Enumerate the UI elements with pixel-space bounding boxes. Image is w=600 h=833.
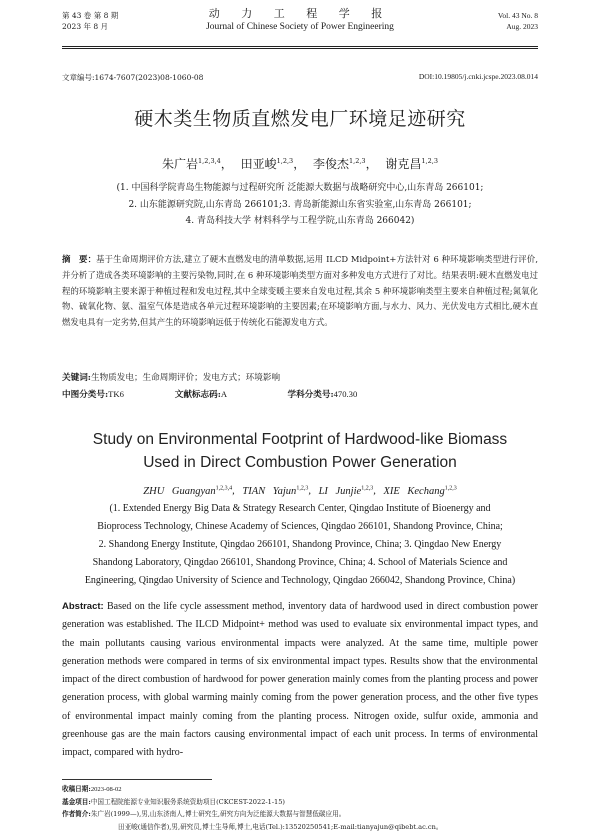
doc-code: 文献标志码:A [174,389,228,400]
volume-cn: 第 43 卷 第 8 期 [62,11,119,20]
author-cn: 谢克昌$^{1,2,3}$ [385,157,438,171]
footnote-author: 作者简介:朱广岩(1999—),男,山东济南人,博士研究生,研究方向为泛能源大数据与智慧低碳应用。 [62,810,346,819]
author-cn: 李俊杰$^{1,2,3}$ [313,157,366,171]
author-cn: 朱广岩$^{1,2,3,4}$ [162,157,221,171]
affiliation-line: Shandong Laboratory, Qingdao 266101, Shandong Province, China; 4. School of Materials Science and [92,557,508,568]
footnote-received: 收稿日期:2023-08-02 [62,785,122,793]
affiliation-line: (1. Extended Energy Big Data & Strategy Research Center, Qingdao Institute of Bioenergy and [109,503,491,514]
affiliation-line: 4. 青岛科技大学 材料科学与工程学院,山东青岛 266042) [185,216,415,226]
doi: DOI:10.19805/j.cnki.jcspe.2023.08.014 [418,72,538,81]
author-en: ZHU Guangyan$^{1,2,3,4}$ [143,485,233,497]
clc-code: 中图分类号:TK6 [62,389,124,400]
title-en [0,428,600,474]
abstract-cn-label: 摘 要： [62,254,97,264]
affiliation-line: 2. 山东能源研究院,山东青岛 266101;3. 青岛新能源山东省实验室,山东青岛 266101; [128,199,472,210]
abstract-en-label: Abstract: [62,601,104,612]
footnote-rule [62,779,212,780]
abstract-cn [62,252,538,331]
footnote-fund: 基金项目:中国工程院能源专业知识服务系统资助项目(CKCEST-2022-1-15) [62,798,286,807]
keywords-cn [62,371,280,383]
keywords-cn-label: 关键词: [62,373,91,383]
title-en-line: Study on Environmental Footprint of Hardwood-like Biomass [92,431,508,448]
date-en: Aug. 2023 [506,22,538,31]
journal-title-cn: 动 力 工 程 学 报 [208,7,392,20]
header-volume-en [498,10,538,32]
header-rule-bottom [62,48,538,49]
header-rule-top [62,46,538,47]
affiliation-line: (1. 中国科学院青岛生物能源与过程研究所 泛能源大数据与战略研究中心,山东青岛 266101; [116,183,484,193]
footnotes [62,783,538,833]
date-cn: 2023 年 8 月 [62,22,109,31]
footnote-contact: 田亚峻(通信作者),男,研究员,博士生导师,博士,电话(Tel.):13520250541;E-mail:tianyajun@qibebt.ac.cn。 [118,822,443,831]
keywords-cn-text: 生物质发电；生命周期评价；发电方式；环境影响 [90,373,281,383]
subject-code: 学科分类号:470.30 [287,389,358,400]
author-en: XIE Kechang$^{1,2,3}$ [383,485,457,497]
affiliation-line: 2. Shandong Energy Institute, Qingdao 266101, Shandong Province, China; 3. Qingdao New Energy [98,539,502,550]
article-number: 文章编号:1674-7607(2023)08-1060-08 [62,73,204,82]
abstract-en-text: Based on the life cycle assessment method, inventory data of hardwood used in direct combustion power generation was established. The ILCD Midpoint+ method was used to evaluate six environmental impact types, and the main pollutants causing various environmental impacts were analyzed. At the same time, multiple power generation methods were compared in terms of six environmental impact types. Results show that the environmental impact of the direct combustion of hardwood for power generation mainly comes from the planting process and power generation process, with global warming mainly coming from the power generation process, and the other five types of environmental impact mainly coming from the planting process. Nitrogen oxide, sulfur oxide, ammonia and greenhouse gas are the main factors causing environmental impact of each unit process. In terms of environmental impact, compared with hydro- [62,601,538,759]
journal-title-en: Journal of Chinese Society of Power Engineering [206,22,394,32]
title-en-line: Used in Direct Combustion Power Generation [143,454,457,471]
affiliations-cn [0,180,600,230]
abstract-cn-text: 基于生命周期评价方法,建立了硬木直燃发电的清单数据,运用 ILCD Midpoint+方法针对 6 种环境影响类型进行评价,并分析了造成各类环境影响的主要污染物,同时,在 6 种环境影响类型方面对多种发电方式进行了对比。结果表明:硬木直燃发电过程的环境影响主要来源于种植过程和发电过程,其中全球变暖主要来自发电过程,其余 5 种环境影响类型主要来自种植过程;氮氧化物、硫氧化物、氨、温室气体是造成各单元过程环境影响的主要因素;在环境影响方面,与水力、风力、光伏发电方式相比,硬木直燃发电具有一定劣势,但其产生的环境影响远低于传统化石能源发电方式。 [62,254,538,328]
affiliation-line: Engineering, Qingdao University of Science and Technology, Qingdao 266042, Shandong Province, China) [84,575,516,586]
classification-line [62,388,538,400]
title-cn: 硬木类生物质直燃发电厂环境足迹研究 [134,108,466,130]
affiliation-line: Bioprocess Technology, Chinese Academy of Sciences, Qingdao 266101, Shandong Province, China; [97,521,503,532]
author-cn: 田亚峻$^{1,2,3}$ [240,157,294,171]
authors-en: ZHU Guangyan$^{1,2,3,4}$, TIAN Yajun$^{1,2,3}$, LI Junjie$^{1,2,3}$, XIE Kechang$^{1,2,3}$ [143,485,457,497]
author-en: LI Junjie$^{1,2,3}$ [318,485,374,497]
abstract-en [62,598,538,763]
volume-en: Vol. 43 No. 8 [497,11,538,20]
authors-cn: 朱广岩$^{1,2,3,4}$， 田亚峻$^{1,2,3}$， 李俊杰$^{1,2,3}$， 谢克昌$^{1,2,3}$ [162,157,438,171]
affiliations-en [50,500,550,590]
author-en: TIAN Yajun$^{1,2,3}$ [242,485,309,497]
